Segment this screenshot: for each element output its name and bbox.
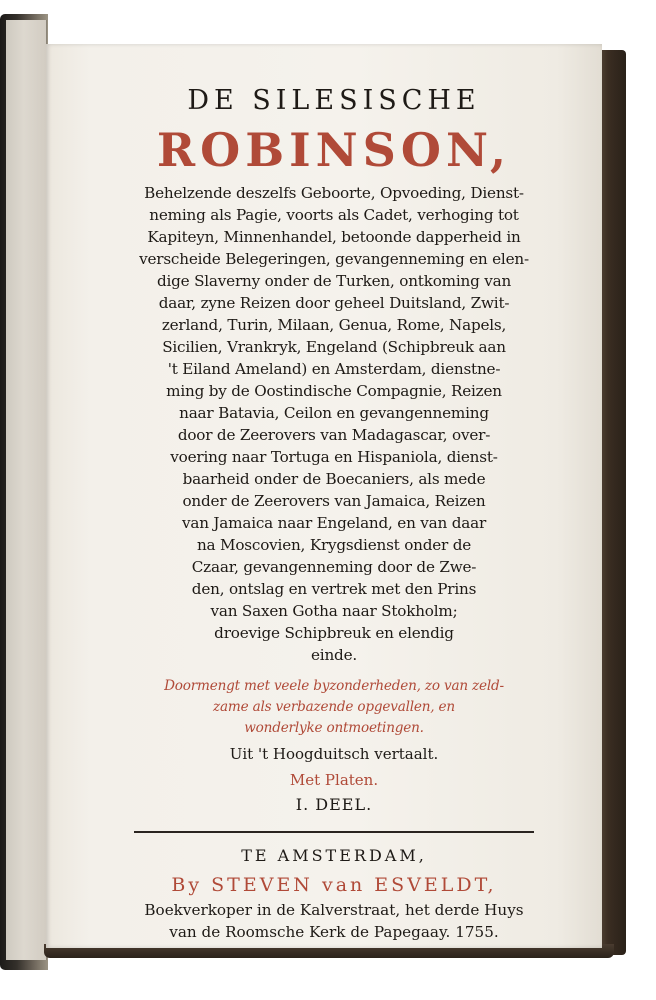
imprint-publisher: By STEVEN van ESVELDT, xyxy=(171,874,497,896)
flyleaf xyxy=(6,20,47,960)
address-line: van de Roomsche Kerk de Papegaay. 1755. xyxy=(169,923,499,941)
description-line: van Saxen Gotha naar Stokholm; xyxy=(210,602,458,620)
description-line: 't Eiland Ameland) en Amsterdam, dienstne- xyxy=(167,360,501,378)
title-line-2: ROBINSON, xyxy=(156,123,512,177)
description-line: zerland, Turin, Milaan, Genua, Rome, Napels, xyxy=(161,316,507,334)
description-line: na Moscovien, Krygsdienst onder de xyxy=(196,536,472,554)
description-block xyxy=(111,182,557,666)
description-line: Kapiteyn, Minnenhandel, betoonde dapperheid in xyxy=(147,228,521,246)
description-line: droevige Schipbreuk en elendig xyxy=(214,624,454,642)
volume-label: I. DEEL. xyxy=(295,795,373,814)
description-line: voering naar Tortuga en Hispaniola, dienst- xyxy=(170,448,498,466)
description-line: Behelzende deszelfs Geboorte, Opvoeding, Dienst- xyxy=(144,184,524,202)
description-line: Sicilien, Vrankryk, Engeland (Schipbreuk aan xyxy=(162,338,506,356)
red-note-line: Doormengt met veele byzonderheden, zo van zeld- xyxy=(164,678,504,694)
description-line: dige Slaverny onder de Turken, ontkoming van xyxy=(156,272,512,290)
description-line: Czaar, gevangenneming door de Zwe- xyxy=(191,558,477,576)
description-line: daar, zyne Reizen door geheel Duitsland, Zwit- xyxy=(158,294,510,312)
red-note-line: wonderlyke ontmoetingen. xyxy=(244,720,424,736)
title-line-1: DE SILESISCHE xyxy=(187,85,481,116)
red-note-line: zame als verbazende opgevallen, en xyxy=(213,699,455,715)
imprint-address xyxy=(74,899,594,943)
address-line: Boekverkoper in de Kalverstraat, het derde Huys xyxy=(144,901,524,919)
plates-note: Met Platen. xyxy=(289,771,379,789)
description-line: van Jamaica naar Engeland, en van daar xyxy=(181,514,487,532)
description-line: verscheide Belegeringen, gevangenneming en elen- xyxy=(139,250,529,268)
translation-note: Uit 't Hoogduitsch vertaalt. xyxy=(229,745,439,763)
imprint-city: TE AMSTERDAM, xyxy=(241,846,427,865)
description-line: naar Batavia, Ceilon en gevangenneming xyxy=(179,404,489,422)
description-line: neming als Pagie, voorts als Cadet, verhoging tot xyxy=(149,206,519,224)
description-line: door de Zeerovers van Madagascar, over- xyxy=(177,426,491,444)
title-page-text xyxy=(74,84,594,943)
divider-rule xyxy=(134,831,534,833)
red-note-block xyxy=(111,676,557,739)
description-line: einde. xyxy=(311,646,357,664)
description-line: onder de Zeerovers van Jamaica, Reizen xyxy=(182,492,486,510)
description-line: ming by de Oostindische Compagnie, Reizen xyxy=(166,382,502,400)
description-line: den, ontslag en vertrek met den Prins xyxy=(191,580,477,598)
description-line: baarheid onder de Boecaniers, als mede xyxy=(182,470,486,488)
